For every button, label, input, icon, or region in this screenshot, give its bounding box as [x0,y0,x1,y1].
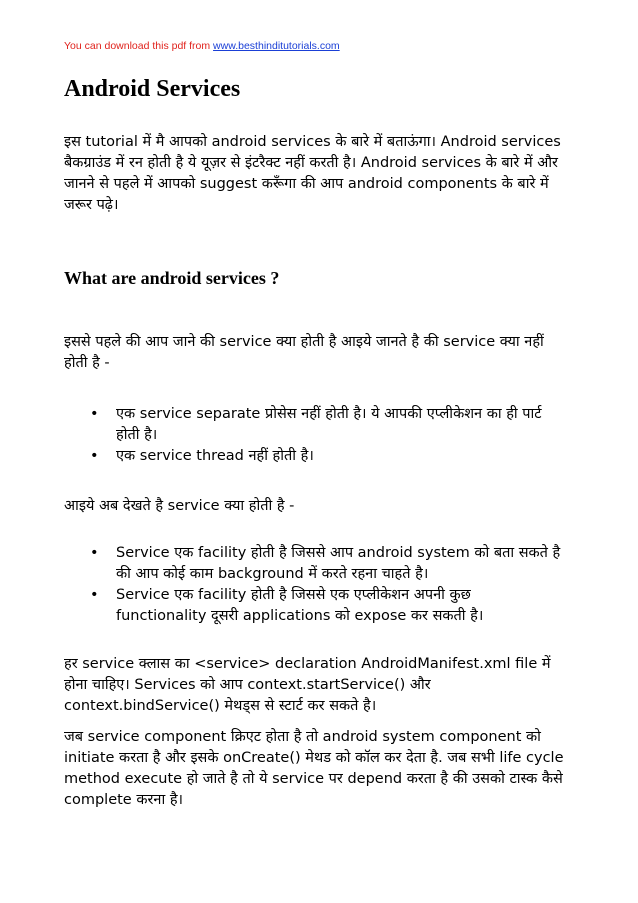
not-service-list [64,404,564,467]
download-note-text: You can download this pdf from [64,40,214,52]
page-title: Android Services [64,76,241,102]
lifecycle-paragraph: जब service component क्रिएट होता है तो android system component को initiate करता है और इसके onCreate() मेथड को कॉल कर देता है. जब सभी life cycle method execute हो जाते है तो ये service पर depend करता है की उसको टास्क कैसे complete करना है। [64,729,564,808]
list-item: • एक service separate प्रोसेस नहीं होती है। ये आपकी एप्लीकेशन का ही पार्ट होती है। [64,404,564,446]
is-service-list [64,543,564,627]
list-item: • एक service thread नहीं होती है। [64,446,564,467]
list-item: • Service एक facility होती है जिससे एक एप्लीकेशन अपनी कुछ functionality दूसरी applications को expose कर सकती है। [64,585,564,627]
declaration-paragraph: हर service क्लास का <service> declaration AndroidManifest.xml file में होना चाहिए। Services को आप context.startService() और context.bindService() मेथड्स से स्टार्ट कर सकते है। [64,656,551,714]
download-note [64,40,340,52]
list-item: • Service एक facility होती है जिससे आप android system को बता सकते है की आप कोई काम background में करते रहना चाहते है। [64,543,564,585]
section-lead: इससे पहले की आप जाने की service क्या होती है आइये जानते है की service क्या नहीं होती है - [64,334,544,371]
website-link[interactable]: www.besthinditutorials.com [213,40,340,52]
intro-paragraph: इस tutorial में मै आपको android services के बारे में बताऊंगा। Android services बैकग्राउंड में रन होती है ये यूज़र से इंटरैक्ट नहीं करती है। Android services के बारे में और जानने से पहले में आपको suggest करूँगा की आप android components के बारे में जरूर पढ़े। [64,134,561,213]
section-heading: What are android services ? [64,268,280,288]
section-lead-2: आइये अब देखते है service क्या होती है - [64,498,295,514]
